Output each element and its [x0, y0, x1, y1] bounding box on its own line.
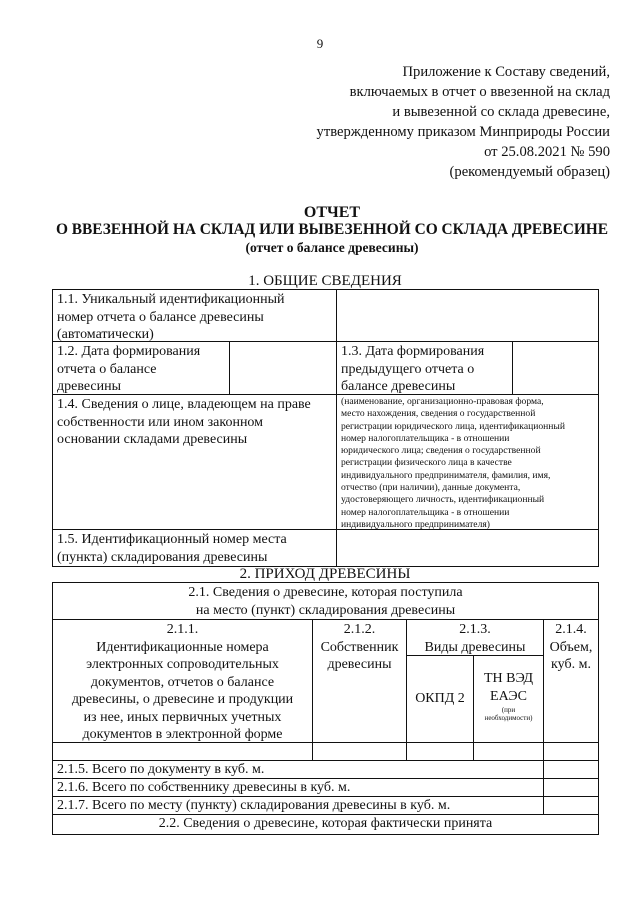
report-title: ОТЧЕТ — [303, 204, 361, 221]
field-1-4-note: (наименование, организационно-правовая форма, место нахождения, сведения о государственной регистрации юридического лица, идентификационный номер налогоплательщика - в отношении юридического лица; сведения о государственной регистрации физического лица в качестве индивидуального предпринимателя, фамилия, имя, отчество (при наличии), данные документа, удостоверяющего личность, идентификационный номер налогоплательщика - в отношении индивидуального предпринимателя) — [341, 396, 565, 530]
column-2-1-2-header: 2.1.2. Собственник древесины — [320, 622, 399, 672]
column-2-1-1-header: 2.1.1. Идентификационные номера электронных сопроводительных документов, отчетов о балансе древесины, о древесине и продукции из нее, иных первичных учетных документов в электронной форме — [71, 622, 294, 742]
appendix-block — [317, 62, 610, 182]
total-2-1-7-label: 2.1.7. Всего по месту (пункту) складирования древесины в куб. м. — [57, 798, 451, 813]
subsection-2-1-title: 2.1. Сведения о древесине, которая поступила на место (пункт) складирования древесины — [188, 585, 463, 618]
table-rule — [229, 341, 230, 394]
appendix-line: Приложение к Составу сведений, — [402, 64, 610, 80]
field-1-1-label: 1.1. Уникальный идентификационный номер отчета о балансе древесины (автоматически) — [57, 292, 285, 342]
appendix-line: включаемых в отчет о ввезенной на склад — [349, 84, 610, 100]
table-rule — [52, 582, 599, 583]
subsection-2-2-title: 2.2. Сведения о древесине, которая фактически принята — [158, 816, 493, 831]
appendix-line: от 25.08.2021 № 590 — [484, 144, 610, 160]
table-rule — [598, 582, 599, 835]
table-rule — [52, 289, 53, 567]
report-subtitle: О ВВЕЗЕННОЙ НА СКЛАД ИЛИ ВЫВЕЗЕННОЙ СО СКЛАДА ДРЕВЕСИНЕ — [55, 221, 609, 238]
total-2-1-6-label: 2.1.6. Всего по собственнику древесины в куб. м. — [57, 780, 351, 795]
column-2-1-4-header: 2.1.4. Объем, куб. м. — [549, 622, 593, 672]
table-rule — [52, 834, 599, 835]
field-1-4-label: 1.4. Сведения о лице, владеющем на праве собственности или ином законном основании складами древесины — [57, 397, 311, 447]
column-2-1-3-header: 2.1.3. Виды древесины — [424, 622, 526, 655]
tn-ved-note: (при необходимости) — [484, 706, 533, 722]
field-1-5-label: 1.5. Идентификационный номер места (пункта) складирования древесины — [57, 532, 287, 565]
section2-heading: 2. ПРИХОД ДРЕВЕСИНЫ — [239, 566, 411, 582]
table-rule — [52, 289, 599, 290]
page-number: 9 — [316, 36, 324, 51]
okpd-column-header: ОКПД 2 — [415, 691, 465, 706]
table-rule — [512, 341, 513, 394]
appendix-line: (рекомендуемый образец) — [449, 164, 610, 180]
field-1-3-label: 1.3. Дата формирования предыдущего отчета о балансе древесины — [341, 344, 485, 394]
table-rule — [52, 619, 599, 620]
section1-heading: 1. ОБЩИЕ СВЕДЕНИЯ — [248, 273, 402, 289]
field-1-2-label: 1.2. Дата формирования отчета о балансе древесины — [57, 344, 201, 394]
table-rule — [598, 289, 599, 567]
tn-ved-column-header: ТН ВЭД ЕАЭС — [483, 671, 534, 704]
report-subtitle-note: (отчет о балансе древесины) — [245, 240, 419, 255]
appendix-line: и вывезенной со склада древесине, — [392, 104, 610, 120]
appendix-line: утвержденному приказом Минприроды России — [316, 124, 610, 140]
table-rule — [336, 289, 337, 567]
total-2-1-5-label: 2.1.5. Всего по документу в куб. м. — [57, 762, 265, 777]
